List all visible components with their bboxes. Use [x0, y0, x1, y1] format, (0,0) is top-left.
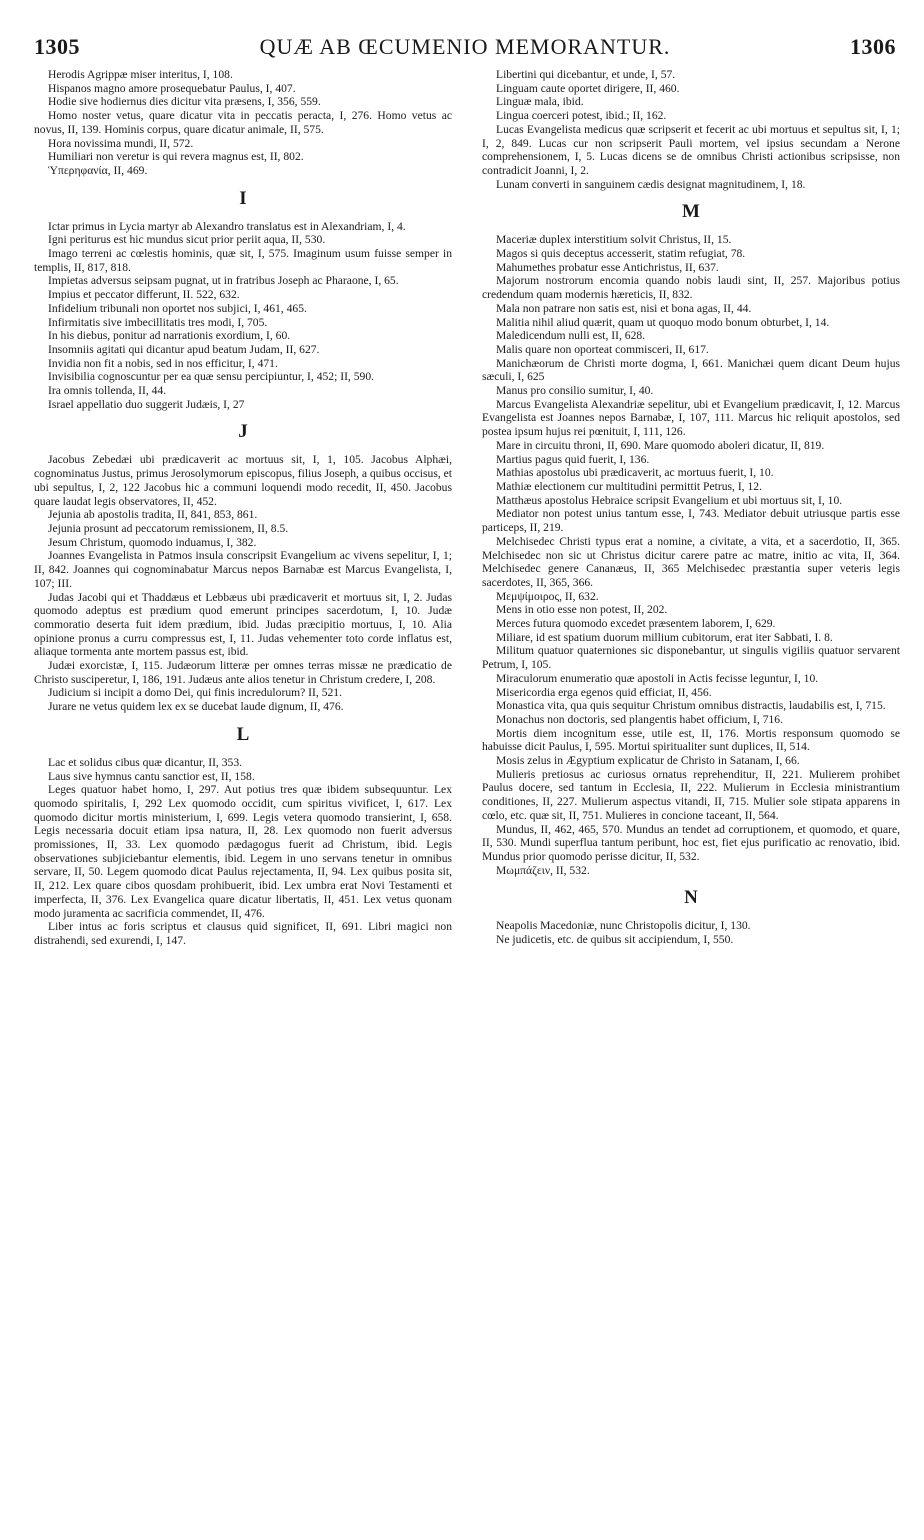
index-entry: Humiliari non veretur is qui revera magnus est, II, 802.	[48, 150, 304, 164]
page-number-left: 1305	[34, 34, 80, 59]
index-entry: Ictar primus in Lycia martyr ab Alexandro translatus est in Alexandriam, I, 4.	[48, 219, 406, 233]
section-letter: J	[238, 421, 248, 443]
index-entry: Judas Jacobi qui et Thaddæus et Lebbæus ubi prædicaverit et mortuus sit, I, 2. Judas quomodo adeptus est prædium quod emerunt principes sacerdotum, I, 10. Judæ commoratio deserta fuit idem prædium, ibid. Judas præcipitio mortuus, I, 10. Alia opinione pronus a curru compressus est, I, 11. Judas vehementer toto corde inflatus est, aliaque tormenta ante mortem passus est, ibid.	[34, 590, 452, 659]
index-entry: Liber intus ac foris scriptus et clausus quid significet, II, 691. Libri magici non distrahendi, sed exurendi, I, 147.	[34, 920, 452, 947]
index-entry: Malitia nihil aliud quærit, quam ut quoquo modo bonum obturbet, I, 14.	[496, 315, 830, 329]
index-entry: Herodis Agrippæ miser interitus, I, 108.	[48, 68, 233, 81]
index-entry: Jacobus Zebedæi ubi prædicaverit ac mortuus sit, I, 1, 105. Jacobus Alphæi, cognominatus Justus, primus Jerosolymorum episcopus, filius Joseph, a quibus occisus, et ubi sepultus, I, 2, 122 Jacobus hic a communi loquendi modo recedit, II, 450. Jacobus quare laudat legis observatores, II, 452.	[34, 453, 452, 508]
index-entry: Lac et solidus cibus quæ dicantur, II, 353.	[48, 755, 243, 769]
index-entry: Mortis diem incognitum esse, utile est, II, 176. Mortis responsum quomodo se habuisse dicit Paulus, I, 595. Mortui spiritualiter sunt duplices, II, 514.	[482, 726, 900, 754]
index-entry: Lucas Evangelista medicus quæ scripserit et fecerit ac ubi mortuus et sepultus sit, I, 1; I, 2, 849. Lucas cur non scripserit Pauli mortem, vel ipsius secundam a Nerone comprehensionem, I, 5. Lucas dicens se de omnibus Christi actionibus scripsisse, non contradicit Joanni, I, 2.	[482, 122, 900, 177]
index-entry: Miliare, id est spatium duorum millium cubitorum, erat iter Sabbati, I. 8.	[496, 630, 833, 644]
index-entry: Mala non patrare non satis est, nisi et bona agas, II, 44.	[496, 301, 752, 315]
index-entry: Invisibilia cognoscuntur per ea quæ sensu percipiuntur, I, 452; II, 590.	[48, 370, 375, 384]
index-entry: Impius et peccator differunt, II. 522, 632.	[48, 288, 240, 302]
index-entry: Igni periturus est hic mundus sicut prior periit aqua, II, 530.	[48, 233, 326, 247]
index-entry: Infidelium tribunali non oportet nos subjici, I, 461, 465.	[48, 301, 307, 315]
index-entry: Ira omnis tollenda, II, 44.	[48, 384, 167, 398]
section-letter: M	[682, 201, 700, 223]
index-entry: Marcus Evangelista Alexandriæ sepelitur, ubi et Evangelium prædicavit, I, 12. Marcus Evangelista est Joannes nepos Barnabæ, I, 107, 111. Marcus hic reliquit apostolos, sed postea ipsum hujus rei pœnituit, I, 111, 126.	[482, 397, 900, 439]
index-entry: Judæi exorcistæ, I, 115. Judæorum litteræ per omnes terras missæ ne prædicatio de Christo susciperetur, I, 186, 191. Judæus ante alios tenetur in Christum credere, I, 208.	[34, 659, 452, 686]
index-entry: Jesum Christum, quomodo induamus, I, 382.	[48, 535, 257, 549]
index-entry: Insomniis agitati qui dicantur apud beatum Judam, II, 627.	[48, 342, 320, 356]
index-entry: Ne judicetis, etc. de quibus sit accipiendum, I, 550.	[496, 933, 734, 947]
index-entry: Mulieris pretiosus ac curiosus ornatus reprehenditur, II, 221. Mulierem prohibet Paulus docere, sed tantum in Ecclesia, II, 222. Mulierum in Ecclesia ministrantium conditiones, II, 227. Mulierum aspectus vitandi, II, 715. Mulier sole stipata apparens in cœlo, etc. quæ sit, II, 751. Mulieres in concione taceant, II, 564.	[482, 767, 900, 822]
column-divider	[466, 70, 467, 1510]
index-entry: Jurare ne vetus quidem lex ex se ducebat laude dignum, II, 476.	[48, 700, 344, 714]
index-entry: Mundus, II, 462, 465, 570. Mundus an tendet ad corruptionem, et quomodo, et quare, II, 530. Mundi superflua tantum peribunt, hoc est, fiet ejus purificatio ac renovatio, ibid. Mundus prior quomodo perisse dicitur, II, 532.	[482, 822, 900, 863]
index-entry: Hodie sive hodiernus dies dicitur vita præsens, I, 356, 559.	[48, 95, 321, 109]
index-entry: Mens in otio esse non potest, II, 202.	[496, 603, 668, 617]
index-entry: Militum quatuor quaterniones sic disponebantur, ut singulis vigiliis quatuor servarent Petrum, I, 105.	[482, 644, 900, 672]
section-letter: N	[684, 887, 698, 909]
index-entry: Monachus non doctoris, sed plangentis habet officium, I, 716.	[496, 712, 784, 726]
page-header	[34, 34, 896, 64]
index-entry: Imago terreni ac cœlestis hominis, quæ sit, I, 575. Imaginum usum fuisse semper in templis, II, 817, 818.	[34, 247, 452, 274]
index-entry: Hora novissima mundi, II, 572.	[48, 136, 194, 150]
index-entry: Manus pro consilio sumitur, I, 40.	[496, 384, 654, 398]
index-entry: Jejunia ab apostolis tradita, II, 841, 853, 861.	[48, 508, 258, 522]
index-entry: Μωμπάζειν, II, 532.	[496, 863, 590, 877]
index-entry: Manichæorum de Christi morte dogma, I, 661. Manichæi quem dicant Deum hujus sæculi, I, 625	[482, 356, 900, 384]
index-entry: Martius pagus quid fuerit, I, 136.	[496, 452, 650, 466]
index-entry: Majorum nostrorum encomia quando nobis laudi sint, II, 257. Majoribus potius credendum quam modernis hæreticis, II, 832.	[482, 274, 900, 302]
index-entry: Maledicendum nulli est, II, 628.	[496, 329, 646, 343]
index-entry: Lingua coerceri potest, ibid.; II, 162.	[496, 109, 667, 123]
index-entry: Matthæus apostolus Hebraice scripsit Evangelium et ubi mortuus sit, I, 10.	[496, 493, 843, 507]
index-entry: Invidia non fit a nobis, sed in nos efficitur, I, 471.	[48, 356, 278, 370]
index-entry: Mathiæ electionem cur multitudini permittit Petrus, I, 12.	[496, 479, 762, 493]
index-entry: Mare in circuitu throni, II, 690. Mare quomodo aboleri dicatur, II, 819.	[496, 438, 825, 452]
index-entry: Magos si quis deceptus accesserit, statim refugiat, 78.	[496, 247, 746, 261]
running-title: QUÆ AB ŒCUMENIO MEMORANTUR.	[259, 34, 671, 59]
index-entry: Misericordia erga egenos quid efficiat, II, 456.	[496, 685, 712, 699]
index-entry: Linguam caute oportet dirigere, II, 460.	[496, 81, 680, 95]
index-entry: Mahumethes probatur esse Antichristus, II, 637.	[496, 260, 719, 274]
index-entry: Maceriæ duplex interstitium solvit Christus, II, 15.	[496, 233, 732, 247]
index-entry: Mosis zelus in Ægyptium explicatur de Christo in Satanam, I, 66.	[496, 754, 800, 768]
index-entry: Linguæ mala, ibid.	[496, 95, 584, 109]
index-entry: Merces futura quomodo excedet præsentem laborem, I, 629.	[496, 617, 776, 631]
index-entry: Israel appellatio duo suggerit Judæis, I, 27	[48, 397, 245, 411]
index-entry: Mathias apostolus ubi prædicaverit, ac mortuus fuerit, I, 10.	[496, 466, 774, 480]
index-entry: Libertini qui dicebantur, et unde, I, 57.	[496, 68, 676, 81]
index-entry: In his diebus, ponitur ad narrationis exordium, I, 60.	[48, 329, 291, 343]
index-entry: Laus sive hymnus cantu sanctior est, II, 158.	[48, 769, 255, 783]
index-entry: Melchisedec Christi typus erat a nomine, a civitate, a vita, et a sacerdotio, II, 365. Melchisedec non sic ut Christus dicitur carere patre ac matre, initio ac vita, II, 364. Melchisedec genere Cananæus, II, 365 Melchisedec præstantia super veteris legis sacerdotes, II, 365, 366.	[482, 534, 900, 589]
index-entry: Monastica vita, qua quis sequitur Christum omnibus distractis, laudabilis est, I, 715.	[496, 699, 886, 713]
index-entry: Leges quatuor habet homo, I, 297. Aut potius tres quæ ibidem subsequuntur. Lex quomodo spiritalis, I, 292 Lex quomodo occidit, cum spiritus vivificet, I, 617. Lex quomodo dicitur mortis ministerium, I, 699. Legis vetera quomodo transierint, I, 658. Legis necessaria docuit etiam ipsa natura, II, 28. Lex quomodo non fuerit adversus promissiones, II, 33. Lex quomodo pædagogus fuerit ad Christum, ibid. Legis observationes subjiciebantur elementis, ibid. Legem in uno servans tenetur in omnibus servare, II, 50. Legem quomodo dicat Paulus rejectamenta, II, 94. Lex quibus posita sit, II, 212. Lex quare cibos quosdam prohibuerit, ibid. Lex umbra erat Novi Testamenti et imperfecta, II, 376. Lex Evangelica quare dicatur libertatis, II, 451. Lex vetus quonam modo juramenta ac sacrificia commendet, II, 476.	[34, 783, 452, 920]
index-entry: Joannes Evangelista in Patmos insula conscripsit Evangelium ac vivens sepelitur, I, 1; II, 842. Joannes qui cognominabatur Marcus nepos Barnabæ est Marcus Evangelista, I, 107; III.	[34, 549, 452, 590]
index-entry: Μεμψίμοιρος, II, 632.	[496, 589, 599, 603]
index-column-left	[34, 68, 452, 948]
index-entry: Impietas adversus seipsam pugnat, ut in fratribus Joseph ac Pharaone, I, 65.	[48, 274, 399, 288]
index-entry: Miraculorum enumeratio quæ apostoli in Actis fecisse leguntur, I, 10.	[496, 671, 819, 685]
index-entry: Homo noster vetus, quare dicatur vita in peccatis peracta, I, 276. Homo vetus ac novus, II, 139. Hominis corpus, quare dicatur animale, II, 575.	[34, 109, 452, 136]
index-entry: Neapolis Macedoniæ, nunc Christopolis dicitur, I, 130.	[496, 919, 751, 933]
index-entry: Lunam converti in sanguinem cædis designat magnitudinem, I, 18.	[496, 177, 806, 191]
index-entry: Malis quare non oporteat commisceri, II, 617.	[496, 342, 709, 356]
index-entry: Jejunia prosunt ad peccatorum remissionem, II, 8.5.	[48, 521, 289, 535]
page-number-right: 1306	[850, 34, 896, 59]
index-entry: Infirmitatis sive imbecillitatis tres modi, I, 705.	[48, 315, 268, 329]
index-entry: Judicium si incipit a domo Dei, qui finis incredulorum? II, 521.	[48, 686, 342, 700]
section-letter: L	[236, 723, 250, 745]
index-column-right	[482, 68, 900, 947]
index-entry: Hispanos magno amore prosequebatur Paulus, I, 407.	[48, 81, 296, 95]
index-entry: Ὑπερηφανία, II, 469.	[48, 163, 148, 177]
index-entry: Mediator non potest unius tantum esse, I, 743. Mediator debuit utriusque partis esse particeps, II, 219.	[482, 507, 900, 535]
section-letter: I	[239, 187, 247, 209]
